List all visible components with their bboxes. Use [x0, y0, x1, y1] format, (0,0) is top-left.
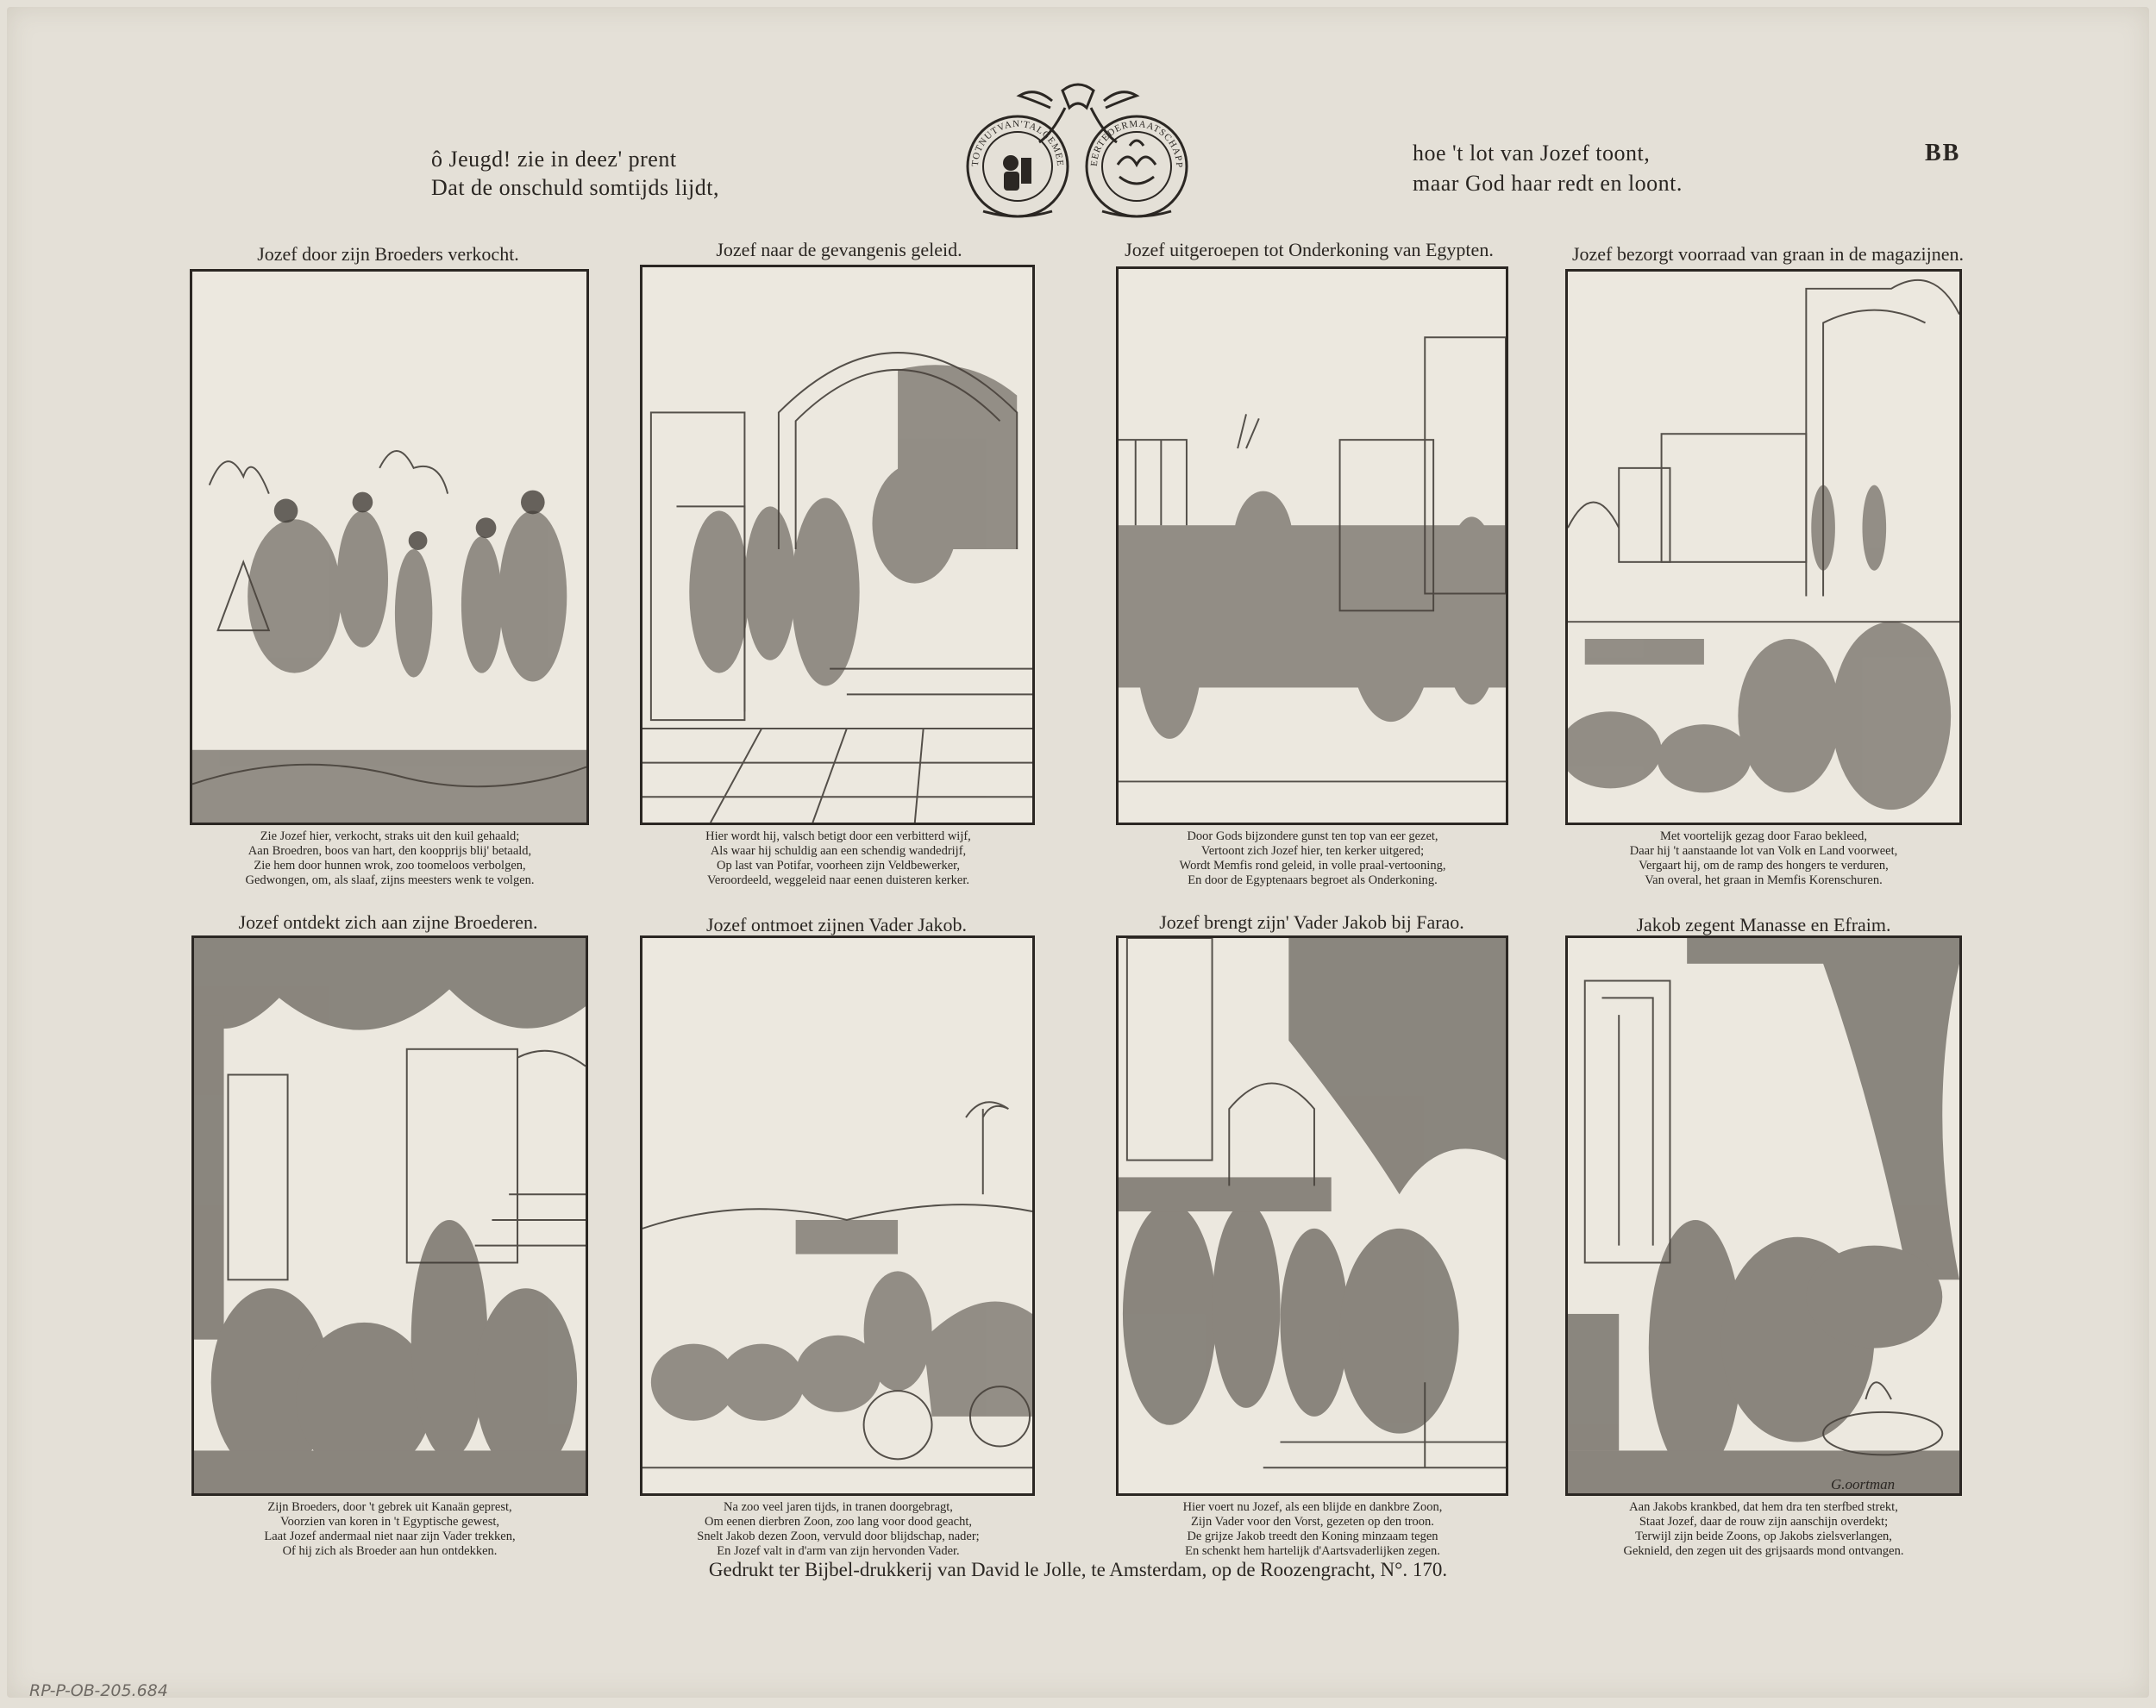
- panel-7-caption: [1123, 1500, 1502, 1559]
- emblem-right-text: EERTEDERMAATSCHAPP: [1088, 118, 1185, 169]
- panel-6-title: Jozef ontmoet zijnen Vader Jakob.: [705, 914, 967, 935]
- panel-3-caption-line: En door de Egyptenaars begroet als Onderkoning.: [1188, 873, 1438, 887]
- panel-1-caption-line: Gedwongen, om, als slaaf, zijns meesters wenk te volgen.: [245, 873, 535, 887]
- panel-6-caption-line: Om eenen dierbren Zoon, zoo lang voor dood geacht,: [704, 1515, 973, 1529]
- horse-carriage-scene-icon: [642, 938, 1032, 1493]
- emblem-left-text: TOTNUTVAN'TALGEMEE: [969, 118, 1066, 167]
- panel-2-caption-line: Als waar hij schuldig aan een schendig wandedrijf,: [710, 844, 967, 858]
- panel-3-caption-line: Door Gods bijzondere gunst ten top van eer gezet,: [1187, 829, 1438, 843]
- panel-7-title: Jozef brengt zijn' Vader Jakob bij Farao.: [1159, 911, 1464, 933]
- panel-8-engraving: [1565, 935, 1962, 1496]
- header-left-line-1: ô Jeugd! zie in deez' prent: [431, 147, 677, 172]
- panel-6-caption-line: Snelt Jakob dezen Zoon, vervuld door blijdschap, nader;: [697, 1530, 980, 1543]
- camel-caravan-scene-icon: [192, 272, 586, 823]
- panel-4-caption-line: Van overal, het graan in Memfis Korenschuren.: [1645, 873, 1883, 887]
- svg-text:TOTNUTVAN'TALGEMEEN: [949, 82, 1065, 167]
- panel-6-caption: [649, 1500, 1028, 1559]
- panel-5-caption: [200, 1500, 580, 1559]
- panel-5-title: Jozef ontdekt zich aan zijne Broederen.: [238, 911, 538, 933]
- inventory-number: RP-P-OB-205.684: [29, 1681, 168, 1700]
- granary-city-scene-icon: [1568, 272, 1959, 823]
- header-right-line-2: maar God haar redt en loont.: [1413, 171, 1683, 196]
- panel-1-caption-line: Zie Jozef hier, verkocht, straks uit den kuil gehaald;: [260, 829, 520, 843]
- panel-8-caption: [1574, 1500, 1953, 1559]
- panel-1-title: Jozef door zijn Broeders verkocht.: [257, 243, 519, 265]
- panel-7-caption-line: De grijze Jakob treedt den Koning minzaam tegen: [1187, 1530, 1438, 1543]
- panel-5-caption-line: Voorzien van koren in 't Egyptische gewest,: [279, 1515, 500, 1529]
- curtained-hall-scene-icon: [194, 938, 586, 1493]
- panel-3-caption: [1123, 829, 1502, 888]
- panel-4-caption-line: Vergaart hij, om de ramp des hongers te verduren,: [1639, 859, 1889, 873]
- header-left-line-2: Dat de onschuld somtijds lijdt,: [431, 175, 719, 200]
- panel-1-engraving: [190, 269, 589, 825]
- panel-4-caption: [1574, 829, 1953, 888]
- palace-arch-scene-icon: [642, 267, 1032, 823]
- panel-5-caption-line: Laat Jozef andermaal niet naar zijn Vader trekken,: [264, 1530, 516, 1543]
- panel-5-engraving: [191, 935, 588, 1496]
- panel-4-title: Jozef bezorgt voorraad van graan in de magazijnen.: [1571, 243, 1965, 265]
- panel-1-caption: [200, 829, 580, 888]
- sheet-mark: BB: [1925, 140, 1961, 166]
- panel-2-caption-line: Op last van Potifar, voorheen zijn Veldbewerker,: [716, 859, 961, 873]
- panel-8-caption-line: Aan Jakobs krankbed, dat hem dra ten sterfbed strekt,: [1629, 1500, 1898, 1514]
- panel-2-engraving: [640, 265, 1035, 825]
- header-right-line-1: hoe 't lot van Jozef toont,: [1413, 141, 1651, 166]
- panel-7-engraving: [1116, 935, 1508, 1496]
- panel-5-caption-line: Zijn Broeders, door 't gebrek uit Kanaän geprest,: [267, 1500, 512, 1514]
- panel-2-title: Jozef naar de gevangenis geleid.: [716, 239, 962, 260]
- panel-8-caption-line: Geknield, den zegen uit des grijsaards mond ontvangen.: [1623, 1544, 1904, 1558]
- panel-5-caption-line: Of hij zich als Broeder aan hun ontdekken.: [282, 1544, 498, 1558]
- panel-8-title: Jakob zegent Manasse en Efraim.: [1636, 914, 1891, 935]
- panel-6-caption-line: Na zoo veel jaren tijds, in tranen doorgebragt,: [724, 1500, 953, 1514]
- panel-3-caption-line: Vertoont zich Jozef hier, ten kerker uitgered;: [1200, 844, 1425, 858]
- panel-7-caption-line: En schenkt hem hartelijk d'Aartsvaderlijken zegen.: [1185, 1544, 1440, 1558]
- society-emblem-icon: [949, 82, 1207, 224]
- panel-3-engraving: [1116, 266, 1508, 825]
- panel-1-caption-line: Aan Broedren, boos van hart, den koopprijs blij' betaald,: [248, 844, 532, 858]
- panel-6-caption-line: En Jozef valt in d'arm van zijn hervonden Vader.: [717, 1544, 960, 1558]
- panel-4-caption-line: Daar hij 't aanstaande lot van Volk en Land voorweet,: [1629, 844, 1898, 858]
- panel-2-caption-line: Hier wordt hij, valsch betigt door een verbitterd wijf,: [705, 829, 971, 843]
- throne-room-scene-icon: [1119, 938, 1506, 1493]
- panel-4-caption-line: Met voortelijk gezag door Farao bekleed,: [1660, 829, 1867, 843]
- panel-6-engraving: [640, 935, 1035, 1496]
- panel-8-caption-line: Terwijl zijn beide Zoons, op Jakobs zielsverlangen,: [1635, 1530, 1892, 1543]
- engraver-signature: G.oortman: [1831, 1476, 1896, 1492]
- panel-7-caption-line: Zijn Vader voor den Vorst, gezeten op den troon.: [1191, 1515, 1434, 1529]
- panel-2-caption: [649, 829, 1028, 888]
- panel-8-caption-line: Staat Jozef, daar de rouw zijn aanschijn overdekt;: [1639, 1515, 1889, 1529]
- deathbed-blessing-scene-icon: [1568, 938, 1959, 1493]
- panel-2-caption-line: Veroordeeld, weggeleid naar eenen duisteren kerker.: [707, 873, 969, 887]
- printer-imprint: Gedrukt ter Bijbel-drukkerij van David le Jolle, te Amsterdam, op de Roozengracht, N°. 170.: [708, 1559, 1448, 1580]
- procession-rider-scene-icon: [1119, 269, 1506, 823]
- panel-7-caption-line: Hier voert nu Jozef, als een blijde en dankbre Zoon,: [1182, 1500, 1443, 1514]
- panel-3-title: Jozef uitgeroepen tot Onderkoning van Egypten.: [1125, 239, 1494, 260]
- panel-3-caption-line: Wordt Memfis rond geleid, in volle praal-vertooning,: [1179, 859, 1446, 873]
- panel-4-engraving: [1565, 269, 1962, 825]
- panel-1-caption-line: Zie hem door hunnen wrok, zoo toomeloos verbolgen,: [254, 859, 526, 873]
